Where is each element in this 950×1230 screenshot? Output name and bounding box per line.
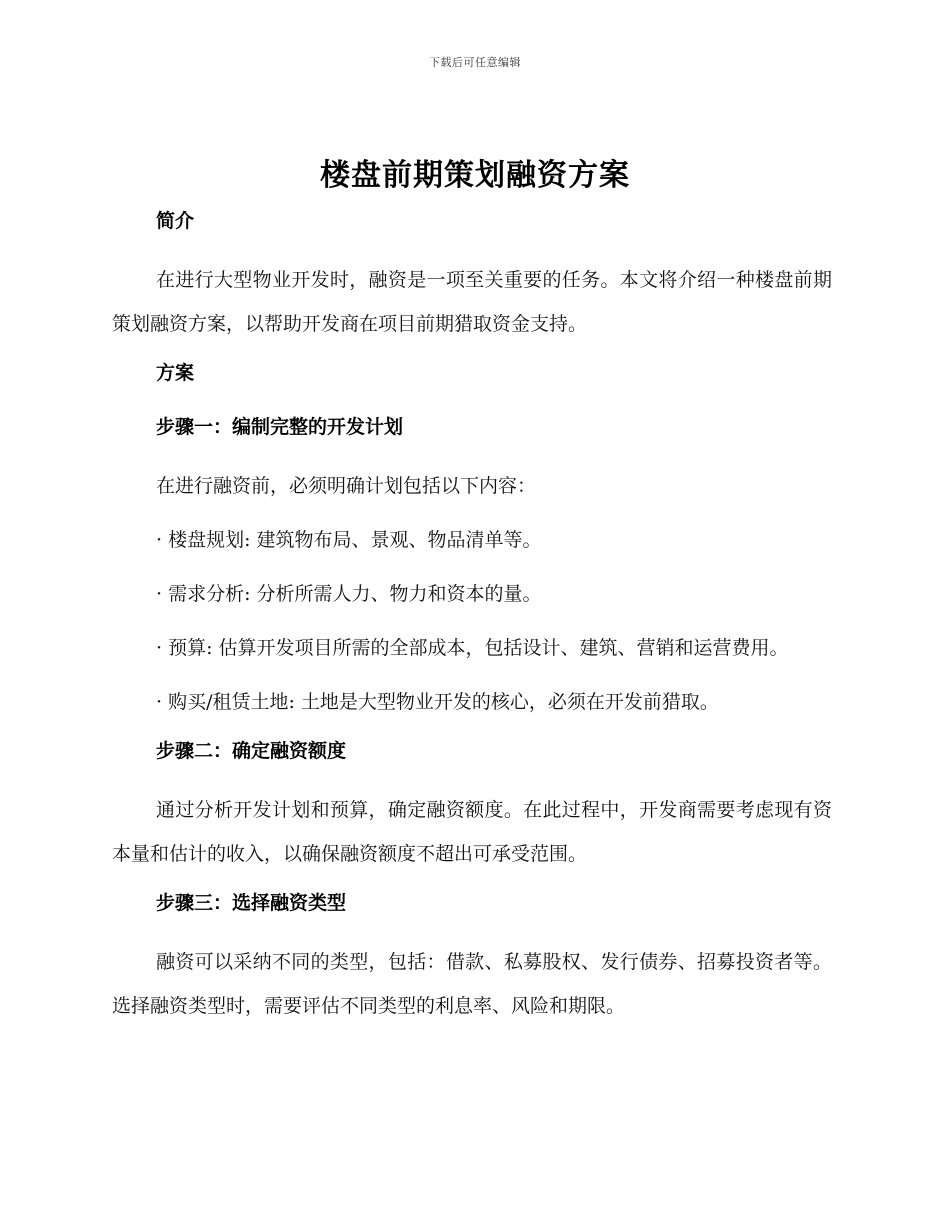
step2-heading: 步骤二：确定融资额度 [156, 740, 347, 762]
step1-heading: 步骤一：编制完整的开发计划 [156, 416, 404, 438]
section-heading-intro: 简介 [156, 210, 195, 232]
document-body [112, 204, 832, 1038]
step3-paragraph: 融资可以采纳不同的类型，包括：借款、私募股权、发行债券、招募投资者等。选择融资类型时，需要评估不同类型的利息率、风险和期限。 [112, 951, 832, 1017]
step1-bullet-item: · 楼盘规划: 建筑物布局、景观、物品清单等。 [156, 529, 542, 551]
step2-paragraph: 通过分析开发计划和预算，确定融资额度。在此过程中，开发商需要考虑现有资本量和估计的收入，以确保融资额度不超出可承受范围。 [112, 799, 832, 865]
step1-paragraph: 在进行融资前，必须明确计划包括以下内容： [156, 475, 537, 497]
step1-bullet-item: · 预算: 估算开发项目所需的全部成本，包括设计、建筑、营销和运营费用。 [156, 637, 789, 659]
document-title: 楼盘前期策划融资方案 [320, 158, 630, 193]
step1-bullet-item: · 需求分析: 分析所需人力、物力和资本的量。 [156, 583, 542, 605]
step3-heading: 步骤三：选择融资类型 [156, 892, 347, 914]
page-header-note: 下载后可任意编辑 [429, 56, 521, 69]
intro-paragraph: 在进行大型物业开发时，融资是一项至关重要的任务。本文将介绍一种楼盘前期策划融资方案，以帮助开发商在项目前期猎取资金支持。 [112, 269, 832, 335]
step1-bullet-item: · 购买/租赁土地: 土地是大型物业开发的核心，必须在开发前猎取。 [156, 691, 719, 713]
section-heading-plan: 方案 [156, 362, 195, 384]
